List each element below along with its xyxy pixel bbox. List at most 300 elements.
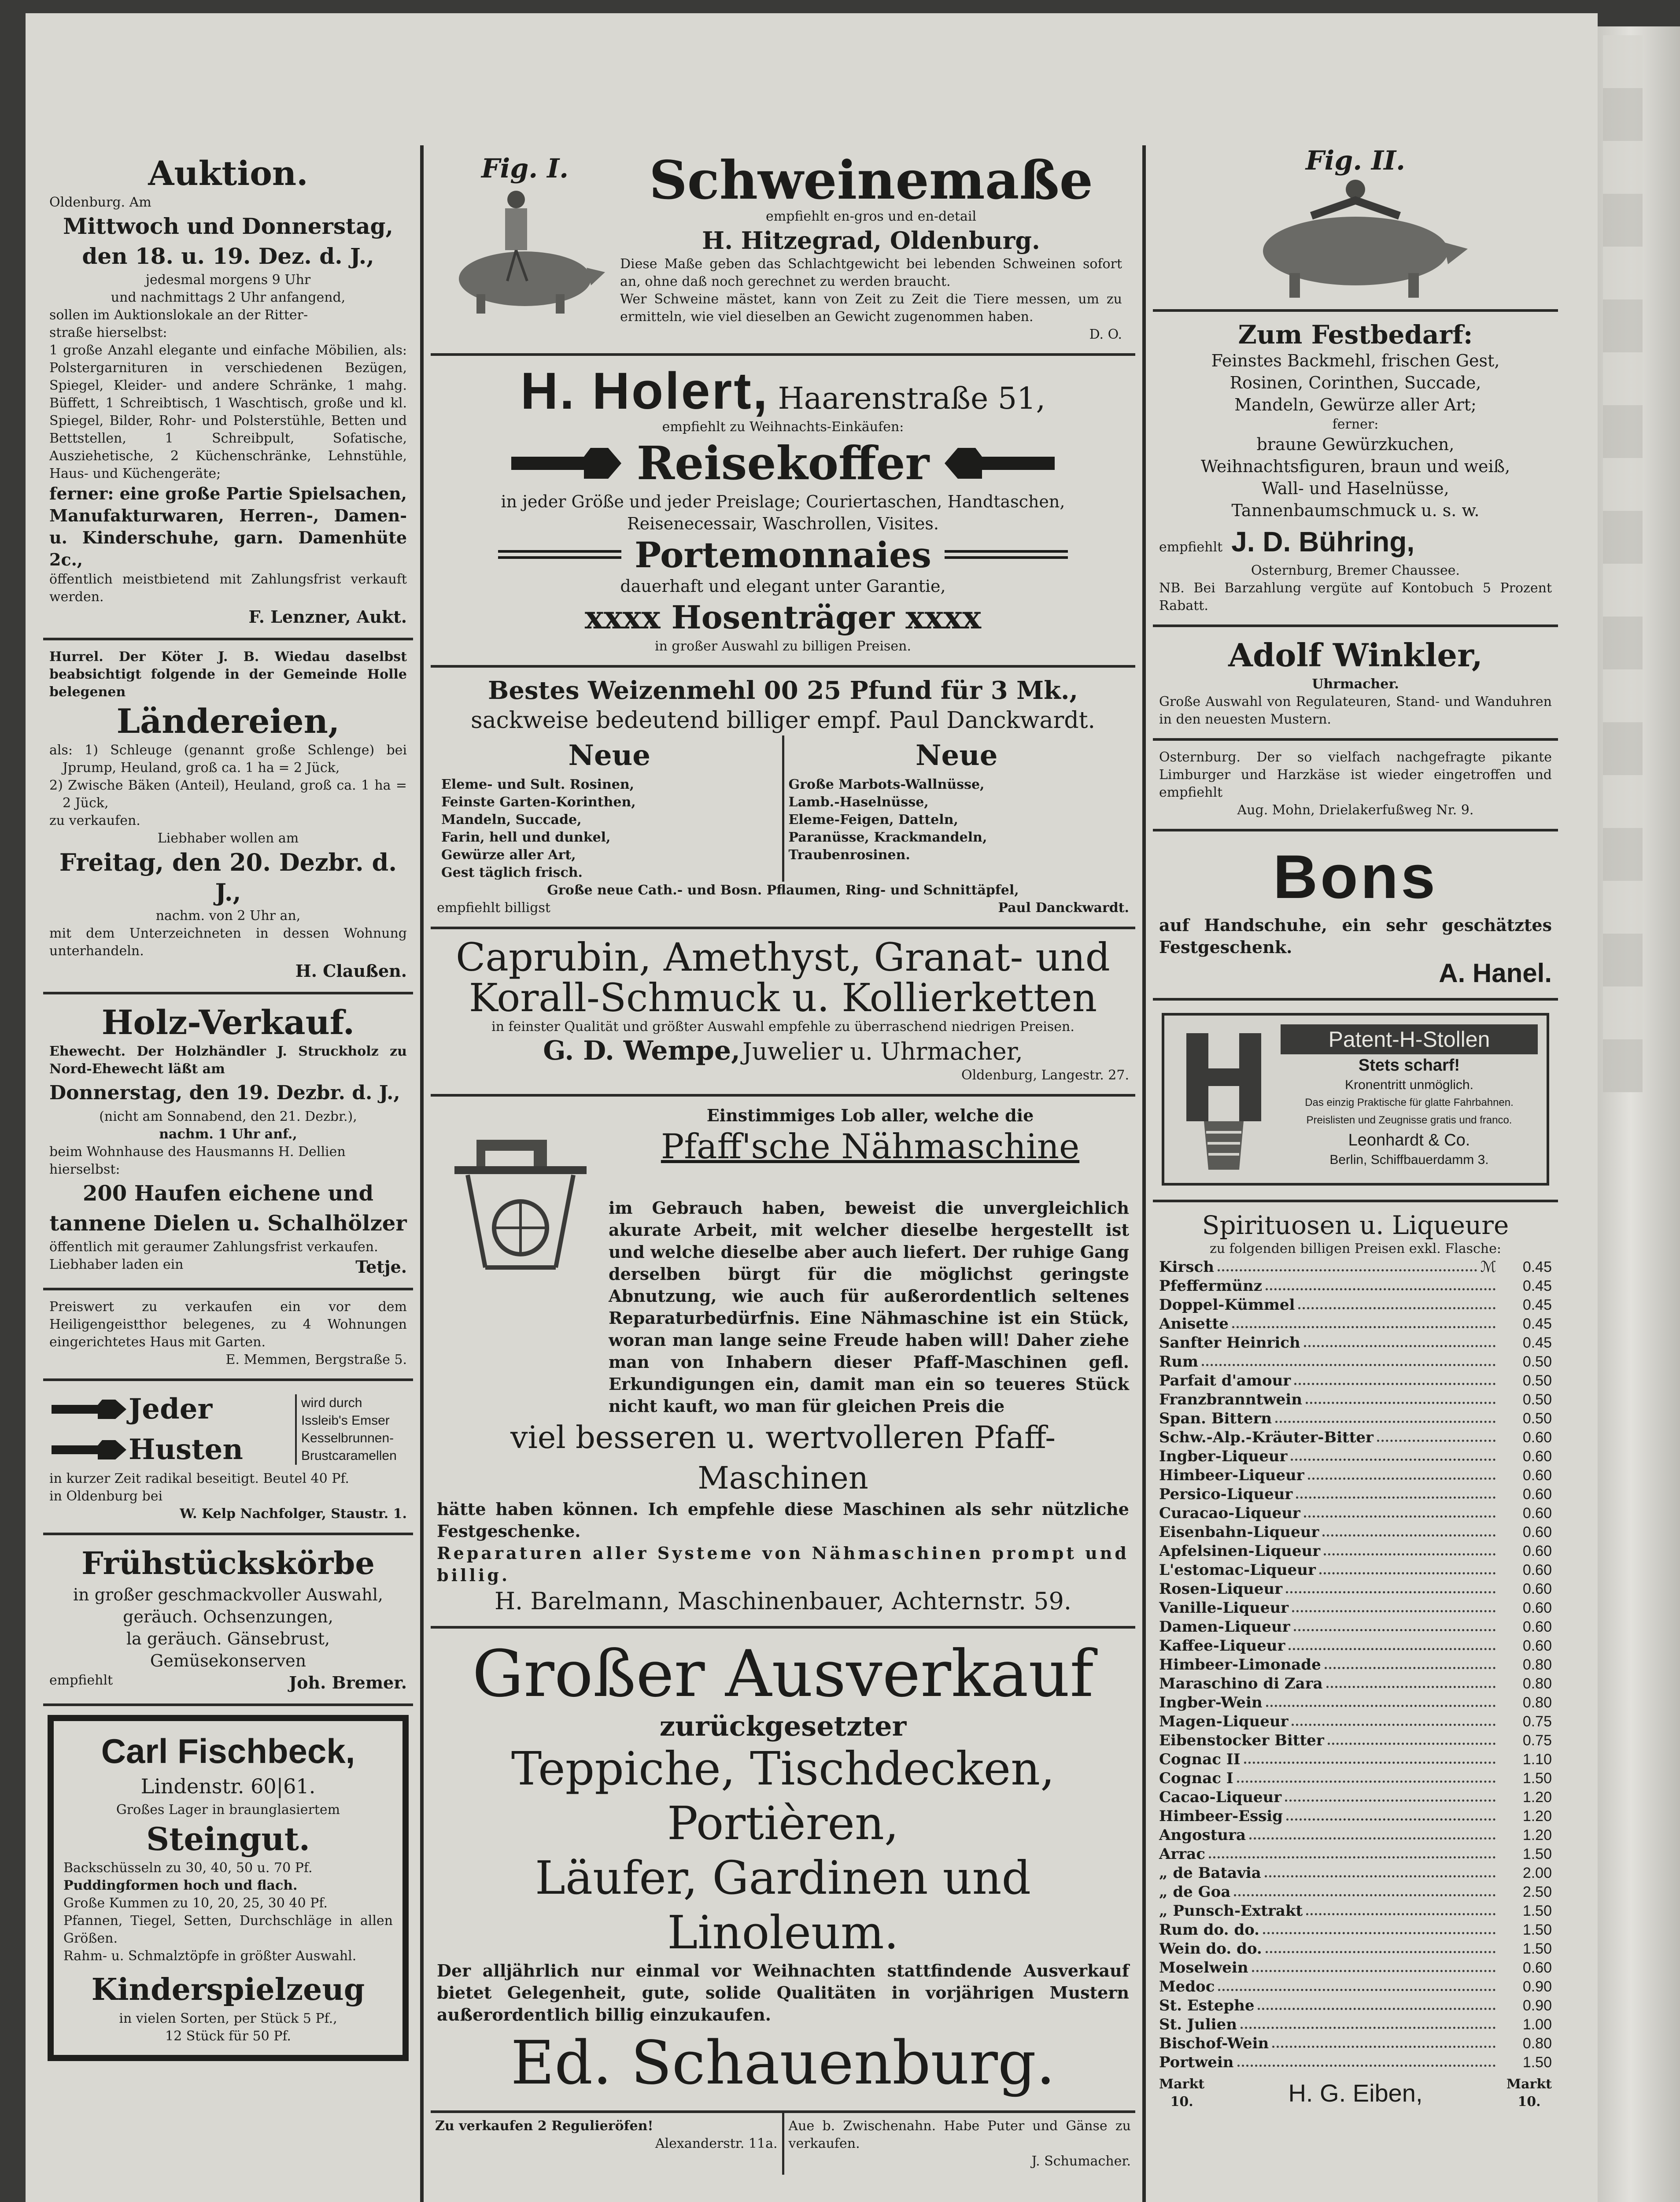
festbedarf-rec: empfiehlt [1159, 539, 1223, 555]
husten-where: in Oldenburg bei [49, 1489, 163, 1504]
spirituosen-row [1159, 1637, 1552, 1655]
spirituosen-item-name: Arrac [1159, 1845, 1205, 1863]
holz-intro: Ehewecht. Der Holzhändler J. Struckholz zu Nord-Ehewecht läßt am [49, 1044, 407, 1077]
spirituosen-row [1159, 1731, 1552, 1750]
ad-fig2 [1153, 145, 1558, 312]
dankwardt-item: Gewürze aller Art, [441, 847, 576, 863]
leader-dots [1272, 2034, 1495, 2048]
left-column [43, 145, 413, 2202]
holert-hosentraeger: xxxx Hosenträger xxxx [584, 599, 982, 636]
winkler-name: Adolf Winkler, [1228, 636, 1483, 674]
ad-bons [1153, 831, 1558, 1001]
fruehstueck-line: la geräuch. Gänsebrust, [126, 1629, 330, 1648]
leader-dots [1202, 1352, 1495, 1366]
ad-wempe [431, 929, 1135, 1097]
leader-dots [1377, 1428, 1495, 1442]
festbedarf-line: ferner: [1332, 417, 1379, 432]
holert-rec: empfiehlt zu Weihnachts-Einkäufen: [662, 419, 904, 435]
auktion-line: sollen im Auktionslokale an der Ritter- [49, 307, 308, 323]
fruehstueck-line: in großer geschmackvoller Auswahl, [73, 1585, 383, 1604]
spirituosen-item-name: Wein do. do. [1159, 1940, 1262, 1958]
ad-dankwardt [431, 668, 1135, 929]
dankwardt-item: Traubenrosinen. [788, 847, 910, 863]
pointing-hand-icon [509, 443, 624, 483]
spirituosen-item-price: 0.80 [1522, 1656, 1552, 1673]
spirituosen-item-name: Franzbranntwein [1159, 1391, 1302, 1408]
ad-mohn [1153, 741, 1558, 831]
laendereien-signature: H. Claußen. [295, 961, 407, 981]
spirituosen-item-price: 0.60 [1522, 1959, 1552, 1976]
currency-mark: ℳ [1480, 1258, 1496, 1276]
fischbeck-title: Steingut. [146, 1820, 310, 1858]
leader-dots [1266, 1277, 1495, 1290]
ad-festbedarf [1153, 312, 1558, 627]
decorative-rule-icon [498, 548, 621, 562]
ausverkauf-line-1: Teppiche, Tischdecken, Portièren, [511, 1742, 1055, 1850]
spirituosen-item-price: 0.90 [1522, 1997, 1552, 2014]
regulieroefen-address: Alexanderstr. 11a. [655, 2136, 778, 2151]
dankwardt-item: Gest täglich frisch. [441, 865, 583, 880]
dankwardt-item: Lamb.-Haselnüsse, [788, 794, 929, 810]
fig-1-label: Fig. I. [481, 153, 569, 184]
puter-signature: J. Schumacher. [1031, 2154, 1131, 2169]
spirituosen-item-name: Curacao-Liqueur [1159, 1504, 1300, 1522]
holert-line: in jeder Größe und jeder Preislage; Couriertaschen, Handtaschen, Reisenecessair, Waschrollen, Visites. [501, 492, 1065, 533]
holert-name: H. Holert, [520, 362, 769, 420]
wempe-firm: G. D. Wempe, [543, 1035, 740, 1066]
scan-margin-strip [1603, 35, 1643, 1092]
festbedarf-line: Rosinen, Corinthen, Succade, [1230, 373, 1481, 392]
spirituosen-item-price: 1.50 [1522, 1903, 1552, 1919]
pig-measure-illustration-2 [1241, 176, 1470, 299]
leader-dots [1286, 1580, 1495, 1593]
leader-dots [1237, 2053, 1496, 2067]
spirituosen-item-name: Himbeer-Limonade [1159, 1656, 1321, 1674]
spirituosen-item-price: 0.60 [1522, 1448, 1552, 1465]
leader-dots [1322, 1523, 1495, 1537]
patent-sub: Stets scharf! [1358, 1056, 1460, 1075]
schweinemasse-sub: empfiehlt en-gros und en-detail [765, 209, 977, 224]
pfaff-title: Pfaff'sche Nähmaschine [661, 1127, 1080, 1167]
spirituosen-item-price: 0.60 [1522, 1543, 1552, 1559]
leader-dots [1275, 1409, 1495, 1423]
haus-text: Preiswert zu verkaufen ein vor dem Heiligengeistthor belegenes, zu 4 Wohnungen eingerichtetes Haus mit Garten. [49, 1299, 407, 1350]
leader-dots [1308, 1466, 1495, 1480]
pfaff-body: im Gebrauch haben, beweist die unvergleichlich akurate Arbeit, mit welcher dieselbe hergestellt ist und welche dieselbe aber auch liefert. Der ruhige Gang derselben bürgt für die möglichst geringste Abnutzung, wie auch für außerordentlich seltenes Reparaturbedürfnis. Eine Nähmaschine ist ein Stück, woran man lange seine Freude haben will! Daher ziehe man von Inhabern dieser Pfaff-Maschinen gefl. Erkundigungen ein, damit man ein so teueres Stück nicht kauft, wo man für gleichen Preis die [609, 1198, 1129, 1416]
spirituosen-item-price: 0.45 [1522, 1334, 1552, 1351]
auktion-ferner: ferner: eine große Partie Spielsachen, Manufakturwaren, Herren-, Damen- u. Kinderschuhe, garn. Damenhüte 2c., [49, 484, 407, 569]
bons-title: Bons [1273, 842, 1438, 911]
spirituosen-row [1159, 1921, 1552, 1940]
spirituosen-row [1159, 1447, 1552, 1466]
festbedarf-title: Zum Festbedarf: [1238, 320, 1473, 350]
spirituosen-item-name: Medoc [1159, 1978, 1215, 1995]
spirituosen-row [1159, 1523, 1552, 1542]
pfaff-repair: Reparaturen aller Systeme von Nähmaschinen prompt und billig. [437, 1543, 1129, 1585]
spirituosen-item-price: 1.50 [1522, 1846, 1552, 1862]
ad-holert [431, 356, 1135, 668]
spirituosen-item-name: Portwein [1159, 2054, 1234, 2071]
holert-line: in großer Auswahl zu billigen Preisen. [654, 639, 912, 654]
spirituosen-item-name: Bischof-Wein [1159, 2035, 1269, 2052]
pointing-hand-icon [942, 443, 1057, 483]
spirituosen-row [1159, 1902, 1552, 1921]
spirituosen-item-name: St. Estephe [1159, 1997, 1255, 2014]
spirituosen-sub: zu folgenden billigen Preisen exkl. Flasche: [1210, 1241, 1501, 1256]
leader-dots [1252, 1958, 1495, 1972]
fischbeck-item: Backschüsseln zu 30, 40, 50 u. 70 Pf. [63, 1860, 313, 1876]
ausverkauf-line-2: Läufer, Gardinen und [535, 1851, 1031, 1905]
ad-spirituosen [1153, 1202, 1558, 2121]
spirituosen-item-name: Himbeer-Essig [1159, 1807, 1283, 1825]
spirituosen-item-price: 0.45 [1522, 1315, 1552, 1332]
ad-haus [43, 1290, 413, 1381]
spirituosen-item-price: 0.45 [1522, 1259, 1552, 1275]
spirituosen-row [1159, 1693, 1552, 1712]
spirituosen-item-name: Rum do. do. [1159, 1921, 1260, 1939]
holz-title: Holz-Verkauf. [101, 1003, 355, 1042]
ausverkauf-signature: Ed. Schauenburg. [510, 2028, 1056, 2098]
spirituosen-row [1159, 1258, 1552, 1277]
wempe-desc: in feinster Qualität und größter Auswahl empfehle zu überraschend niedrigen Preisen. [491, 1019, 1074, 1034]
spirituosen-row [1159, 1599, 1552, 1618]
fischbeck-name: Carl Fischbeck, [101, 1732, 355, 1770]
auktion-days: Mittwoch und Donnerstag, [63, 213, 393, 239]
husten-word-2: Husten [129, 1433, 243, 1466]
laendereien-date: Freitag, den 20. Dezbr. d. J., [59, 848, 397, 906]
ad-husten [43, 1381, 413, 1535]
spirituosen-item-name: Ingber-Liqueur [1159, 1448, 1288, 1465]
spirituosen-item-name: Cacao-Liqueur [1159, 1788, 1282, 1806]
leader-dots [1244, 1750, 1495, 1764]
spirituosen-item-price: 1.00 [1522, 2016, 1552, 2033]
fischbeck-kinder-line: 12 Stück für 50 Pf. [165, 2028, 291, 2044]
spirituosen-item-name: L'estomac-Liqueur [1159, 1561, 1316, 1579]
leader-dots [1258, 1996, 1495, 2010]
fischbeck-item: Große Kummen zu 10, 20, 25, 30 40 Pf. [63, 1895, 328, 1911]
ad-pfaff [431, 1097, 1135, 1629]
wempe-firm-2: Juwelier u. Uhrmacher, [742, 1038, 1023, 1065]
spirituosen-item-price: 1.20 [1522, 1808, 1552, 1825]
holert-line: dauerhaft und elegant unter Garantie, [620, 576, 946, 596]
winkler-text: Große Auswahl von Regulateuren, Stand- und Wanduhren in den neuesten Mustern. [1159, 694, 1552, 727]
mohn-signature: Aug. Mohn, Drielakerfußweg Nr. 9. [1237, 802, 1474, 818]
spirituosen-row [1159, 1352, 1552, 1371]
spirituosen-item-price: 0.60 [1522, 1467, 1552, 1484]
dankwardt-item: Große Marbots-Wallnüsse, [788, 777, 985, 792]
spirituosen-row [1159, 1996, 1552, 2015]
dankwardt-neue-right: Neue [916, 739, 998, 772]
fischbeck-item: Pfannen, Tiegel, Setten, Durchschläge in allen Größen. [63, 1913, 393, 1946]
spirituosen-row [1159, 2015, 1552, 2034]
spirituosen-row [1159, 1788, 1552, 1807]
spirituosen-item-name: Cognac II [1159, 1751, 1241, 1768]
spirituosen-row [1159, 1864, 1552, 1883]
spirituosen-row [1159, 1655, 1552, 1674]
spirituosen-item-name: Sanfter Heinrich [1159, 1334, 1300, 1352]
leader-dots [1249, 1826, 1495, 1840]
markt-left: Markt [1159, 2076, 1205, 2092]
spirituosen-item-price: 0.60 [1522, 1581, 1552, 1597]
ad-patent-stollen [1153, 1001, 1558, 1202]
auktion-title: Auktion. [148, 154, 308, 193]
spirituosen-item-price: 0.45 [1522, 1297, 1552, 1313]
spirituosen-item-name: Ingber-Wein [1159, 1694, 1263, 1711]
leader-dots [1265, 1864, 1495, 1877]
spirituosen-row [1159, 1940, 1552, 1958]
spirituosen-row [1159, 1712, 1552, 1731]
leader-dots [1266, 1693, 1495, 1707]
holert-portemonnaies: Portemonnaies [635, 534, 931, 576]
ausverkauf-line-3: Linoleum. [667, 1906, 899, 1959]
leader-dots [1324, 1542, 1495, 1555]
auktion-date: den 18. u. 19. Dez. d. J., [82, 243, 374, 269]
spirituosen-item-name: Maraschino di Zara [1159, 1675, 1323, 1692]
spirituosen-item-price: 0.50 [1522, 1353, 1552, 1370]
middle-column [431, 145, 1135, 2202]
pfaff-big: viel besseren u. wertvolleren Pfaff-Maschinen [510, 1419, 1056, 1496]
fruehstueck-signature: Joh. Bremer. [289, 1673, 407, 1692]
wempe-line-1: Caprubin, Amethyst, Granat- und [456, 935, 1110, 980]
leader-dots [1292, 1599, 1495, 1612]
dankwardt-neue-left: Neue [568, 739, 650, 772]
spirituosen-item-price: 0.50 [1522, 1410, 1552, 1427]
schweinemasse-body: Wer Schweine mästet, kann von Zeit zu Zeit die Tiere messen, um zu ermitteln, wie viel dieselben an Gewicht zugenommen haben. [620, 292, 1122, 325]
spirituosen-item-price: 0.60 [1522, 1618, 1552, 1635]
spirituosen-row [1159, 1390, 1552, 1409]
spirituosen-item-name: Schw.-Alp.-Kräuter-Bitter [1159, 1429, 1374, 1446]
spirituosen-row [1159, 1277, 1552, 1296]
holz-date-note: (nicht am Sonnabend, den 21. Dezbr.), [99, 1109, 357, 1124]
ad-ausverkauf [431, 1629, 1135, 2113]
fischbeck-item: Rahm- u. Schmalztöpfe in größter Auswahl. [63, 1948, 357, 1964]
pointing-hand-icon [49, 1437, 129, 1463]
mohn-text: Osternburg. Der so vielfach nachgefragte pikante Limburger und Harzkäse ist wieder eingetroffen und empfiehlt [1159, 750, 1552, 800]
leader-dots [1266, 1940, 1495, 1953]
laendereien-place: mit dem Unterzeichneten in dessen Wohnung unterhandeln. [49, 926, 407, 959]
spirituosen-item-name: „ de Batavia [1159, 1864, 1261, 1882]
column-rule [1142, 145, 1146, 2202]
spirituosen-item-price: 0.50 [1522, 1372, 1552, 1389]
fig-2-label: Fig. II. [1305, 145, 1406, 176]
leader-dots [1296, 1485, 1495, 1499]
leader-dots [1263, 1921, 1495, 1934]
leader-dots [1285, 1788, 1495, 1802]
spirituosen-row [1159, 1504, 1552, 1523]
ad-fischbeck [48, 1715, 409, 2061]
husten-product: wird durch Issleib's Emser Kesselbrunnen-Brustcaramellen [295, 1394, 407, 1465]
leader-dots [1319, 1561, 1495, 1574]
spirituosen-row [1159, 2034, 1552, 2053]
fischbeck-kinder-line: in vielen Sorten, per Stück 5 Pf., [119, 2011, 337, 2026]
ausverkauf-title: Großer Ausverkauf [472, 1637, 1094, 1711]
spirituosen-item-price: 0.50 [1522, 1391, 1552, 1408]
spirituosen-item-price: 0.80 [1522, 2035, 1552, 2052]
spirituosen-row [1159, 1977, 1552, 1996]
spirituosen-item-name: Pfeffermünz [1159, 1277, 1262, 1295]
puter-text: Aue b. Zwischenahn. Habe Puter und Gänse zu verkaufen. [788, 2118, 1131, 2151]
husten-word-1: Jeder [129, 1393, 213, 1426]
leader-dots [1289, 1637, 1495, 1650]
spirituosen-row [1159, 1826, 1552, 1845]
wempe-address: Oldenburg, Langestr. 27. [961, 1068, 1129, 1083]
leader-dots [1218, 1977, 1495, 1991]
spirituosen-item-name: Persico-Liqueur [1159, 1485, 1293, 1503]
spirituosen-item-name: Angostura [1159, 1826, 1246, 1844]
spirituosen-item-price: 2.50 [1522, 1884, 1552, 1900]
fruehstueck-line: Gemüsekonserven [150, 1651, 306, 1670]
bons-text: auf Handschuhe, ein sehr geschätztes Festgeschenk. [1159, 915, 1552, 957]
markt-left-number: 10. [1170, 2094, 1193, 2110]
pointing-hand-icon [49, 1396, 129, 1422]
spirituosen-row [1159, 1674, 1552, 1693]
husten-line: in kurzer Zeit radikal beseitigt. Beutel 40 Pf. [49, 1471, 349, 1486]
auktion-body: 1 große Anzahl elegante und einfache Möbilien, als: Polstergarnituren in verschiedenen Bezügen, Spiegel, Kleider- und andere Schränke, 1 mahg. Büffett, 1 Schreibtisch, 1 Waschtisch, große und kl. Spiegel, Bilder, Rohr- und Polsterstühle, Betten und Bettstellen, 1 Schreibpult, Sofatische, Ausziehetische, 2 Küchenschränke, Lehnstühle, Haus- und Küchengeräte; [49, 343, 407, 481]
leader-dots [1298, 1296, 1495, 1309]
spirituosen-item-name: Doppel-Kümmel [1159, 1296, 1295, 1314]
schweinemasse-signature: D. O. [1089, 327, 1122, 342]
ad-regulieroefen [431, 2113, 784, 2175]
spirituosen-row [1159, 1561, 1552, 1580]
spirituosen-item-name: Damen-Liqueur [1159, 1618, 1290, 1636]
dankwardt-item: Eleme- und Sult. Rosinen, [441, 777, 635, 792]
schweinemasse-firm: H. Hitzegrad, Oldenburg. [702, 226, 1040, 255]
holz-signature: Tetje. [355, 1257, 407, 1277]
spirituosen-row [1159, 1807, 1552, 1826]
spirituosen-item-price: 2.00 [1522, 1865, 1552, 1881]
leader-dots [1241, 2015, 1495, 2029]
leader-dots [1326, 1674, 1495, 1688]
spirituosen-item-price: 0.80 [1522, 1675, 1552, 1692]
holz-goods: 200 Haufen eichene und tannene Dielen u. Schalhölzer [49, 1181, 407, 1236]
spirituosen-row [1159, 1371, 1552, 1390]
leader-dots [1292, 1712, 1495, 1726]
patent-address: Berlin, Schiffbauerdamm 3. [1329, 1153, 1489, 1167]
leader-dots [1237, 1769, 1495, 1783]
spirituosen-item-name: St. Julien [1159, 2016, 1237, 2033]
spirituosen-item-name: Anisette [1159, 1315, 1229, 1333]
holz-buyers: Liebhaber laden ein [49, 1257, 184, 1272]
festbedarf-note: NB. Bei Barzahlung vergüte auf Kontobuch 5 Prozent Rabatt. [1159, 580, 1552, 613]
auktion-end: öffentlich meistbietend mit Zahlungsfrist verkauft werden. [49, 572, 407, 605]
ad-fruehstueck [43, 1535, 413, 1706]
festbedarf-address: Osternburg, Bremer Chaussee. [1251, 563, 1460, 578]
spirituosen-row [1159, 1883, 1552, 1902]
spirituosen-item-price: 0.90 [1522, 1978, 1552, 1995]
spirituosen-row [1159, 1750, 1552, 1769]
leader-dots [1286, 1807, 1495, 1821]
spirituosen-row [1159, 1580, 1552, 1599]
leader-dots [1294, 1371, 1495, 1385]
spirituosen-item-name: „ Punsch-Extrakt [1159, 1902, 1303, 1920]
fischbeck-kinderspielzeug: Kinderspielzeug [91, 1972, 365, 2007]
festbedarf-line: braune Gewürzkuchen, [1256, 435, 1455, 454]
auktion-line: und nachmittags 2 Uhr anfangend, [111, 290, 346, 305]
spirituosen-item-name: Span. Bittern [1159, 1410, 1272, 1427]
ad-holz [43, 994, 413, 1290]
patent-firm: Leonhardt & Co. [1348, 1131, 1470, 1149]
patent-title: Patent-H-Stollen [1281, 1024, 1538, 1054]
spirituosen-row [1159, 1485, 1552, 1504]
spirituosen-item-name: Apfelsinen-Liqueur [1159, 1542, 1321, 1560]
ad-schweinemasse [431, 145, 1135, 356]
pig-measure-illustration-1 [441, 184, 609, 316]
wempe-line-2: Korall-Schmuck u. Kollierketten [469, 975, 1097, 1020]
holz-date: Donnerstag, den 19. Dezbr. d. J., [49, 1082, 400, 1104]
festbedarf-line: Tannenbaumschmuck u. s. w. [1231, 501, 1480, 520]
spirituosen-item-price: 0.60 [1522, 1600, 1552, 1616]
festbedarf-firm: J. D. Bühring, [1231, 526, 1415, 558]
spirituosen-item-name: Rum [1159, 1353, 1198, 1371]
spirituosen-item-price: 1.50 [1522, 1770, 1552, 1787]
fischbeck-item: Puddingformen hoch und flach. [63, 1878, 298, 1893]
laendereien-intro: Hurrel. Der Köter J. B. Wiedau daselbst beabsichtigt folgende in der Gemeinde Holle belegenen [49, 649, 407, 700]
spirituosen-item-price: 0.45 [1522, 1278, 1552, 1294]
h-stollen-icon [1173, 1024, 1274, 1174]
patent-line: Preislisten und Zeugnisse gratis und franco. [1306, 1114, 1512, 1126]
spirituosen-item-name: „ de Goa [1159, 1883, 1231, 1901]
spirituosen-row [1159, 1315, 1552, 1334]
ausverkauf-sub: zurückgesetzter [659, 1710, 907, 1742]
leader-dots [1306, 1902, 1495, 1915]
spirituosen-row [1159, 1466, 1552, 1485]
leader-dots [1304, 1504, 1495, 1518]
holert-reisekoffer: Reisekoffer [636, 436, 930, 490]
spirituosen-item-price: 0.75 [1522, 1732, 1552, 1749]
spirituosen-row [1159, 1296, 1552, 1315]
fruehstueck-line: geräuch. Ochsenzungen, [123, 1607, 333, 1626]
spirituosen-item-price: 1.50 [1522, 1921, 1552, 1938]
spirituosen-item-price: 0.75 [1522, 1713, 1552, 1730]
laendereien-item: als: 1) Schleuge (genannt große Schlenge) bei Jprump, Heuland, groß ca. 1 ha = 2 Jück, [49, 743, 407, 776]
dankwardt-item: Mandeln, Succade, [441, 812, 582, 828]
spirituosen-item-price: 0.60 [1522, 1562, 1552, 1578]
spirituosen-item-price: 1.10 [1522, 1751, 1552, 1768]
schweinemasse-title: Schweinemaße [649, 149, 1093, 211]
spirituosen-row [1159, 1618, 1552, 1637]
festbedarf-line: Weihnachtsfiguren, braun und weiß, [1200, 457, 1510, 476]
schweinemasse-body: Diese Maße geben das Schlachtgewicht bei lebenden Schweinen sofort an, ohne daß noch gerechnet zu werden braucht. [620, 256, 1122, 289]
dankwardt-foot: Große neue Cath.- und Bosn. Pflaumen, Ring- und Schnittäpfel, [547, 883, 1019, 898]
auktion-signature: F. Lenzner, Aukt. [248, 607, 407, 627]
bons-signature: A. Hanel. [1439, 958, 1552, 988]
fruehstueck-rec: empfiehlt [49, 1673, 113, 1688]
regulieroefen-text: Zu verkaufen 2 Regulieröfen! [435, 2118, 654, 2134]
leader-dots [1306, 1390, 1495, 1404]
spirituosen-item-name: Cognac I [1159, 1770, 1233, 1787]
leader-dots [1232, 1315, 1495, 1328]
festbedarf-line: Feinstes Backmehl, frischen Gest, [1211, 351, 1500, 370]
dankwardt-head: Bestes Weizenmehl 00 25 Pfund für 3 Mk., [488, 676, 1078, 705]
dankwardt-foot-rec: empfiehlt billigst [437, 900, 550, 916]
winkler-job: Uhrmacher. [1312, 676, 1399, 692]
spirituosen-row [1159, 2053, 1552, 2072]
right-column [1153, 145, 1558, 2202]
festbedarf-line: Wall- und Haselnüsse, [1262, 479, 1449, 498]
leader-dots [1304, 1334, 1495, 1347]
spirituosen-item-price: 0.60 [1522, 1637, 1552, 1654]
spirituosen-item-price: 1.20 [1522, 1789, 1552, 1806]
laendereien-time: nachm. von 2 Uhr an, [155, 908, 301, 924]
dankwardt-head2: sackweise bedeutend billiger empf. Paul Danckwardt. [470, 707, 1096, 734]
spirituosen-item-price: 0.80 [1522, 1694, 1552, 1711]
holz-place: beim Wohnhause des Hausmanns H. Dellien hierselbst: [49, 1144, 346, 1177]
spirituosen-item-price: 1.50 [1522, 2054, 1552, 2071]
ad-puter [784, 2113, 1136, 2175]
spirituosen-item-name: Eisenbahn-Liqueur [1159, 1523, 1319, 1541]
newspaper-page [26, 13, 1598, 2202]
column-rule [420, 145, 424, 2202]
